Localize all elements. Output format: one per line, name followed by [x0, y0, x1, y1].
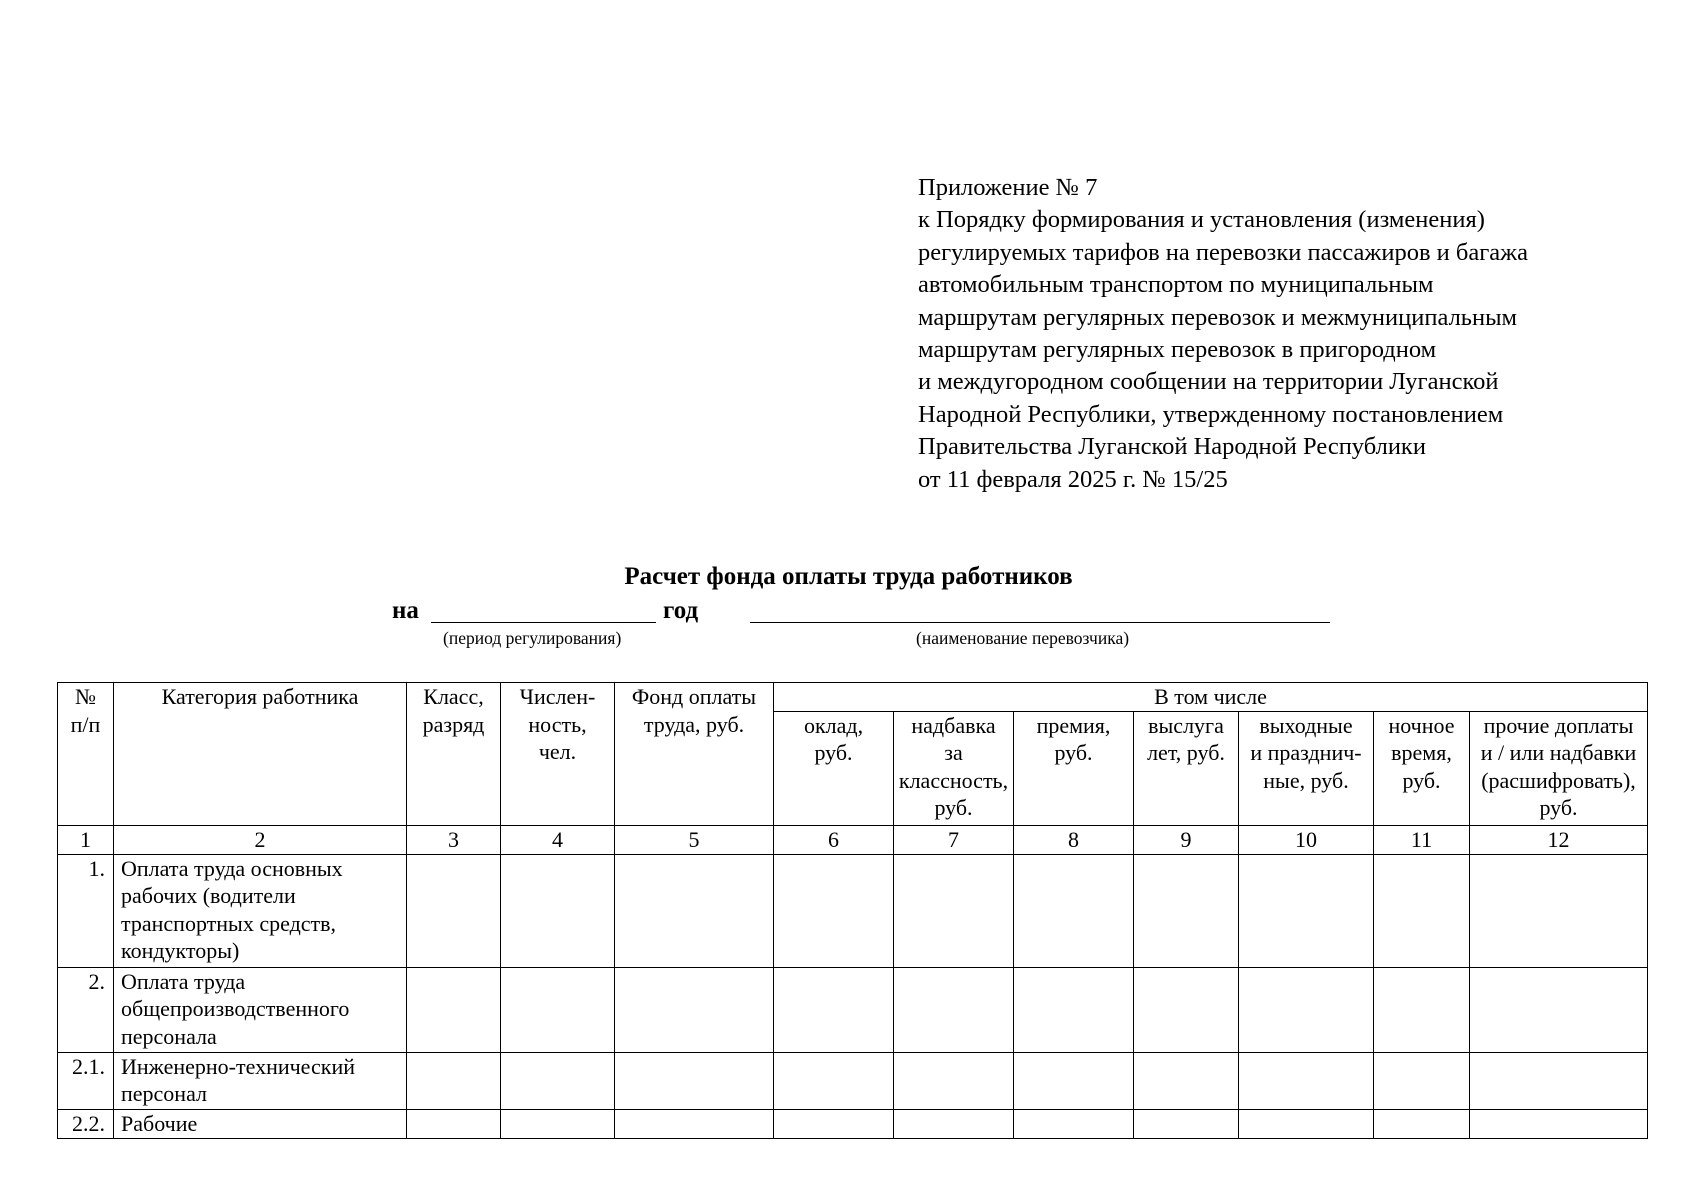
table-cell — [501, 967, 615, 1052]
table-cell — [501, 1109, 615, 1138]
table-cell — [1239, 1052, 1374, 1109]
row-category: Оплата труда основных рабочих (водители транспортных средств, кондукторы) — [114, 854, 407, 967]
table-cell — [1134, 1109, 1239, 1138]
period-blank-line — [431, 622, 656, 623]
table-cell — [1374, 1109, 1470, 1138]
table-cell — [1239, 1109, 1374, 1138]
header-including: В том числе — [774, 683, 1648, 712]
table-cell — [1470, 967, 1648, 1052]
table-cell — [615, 967, 774, 1052]
table-cell — [894, 854, 1014, 967]
carrier-blank-line — [750, 622, 1330, 623]
payroll-table — [57, 682, 1648, 1139]
row-category: Оплата труда общепроизводственного персонала — [114, 967, 407, 1052]
table-cell — [1014, 967, 1134, 1052]
appendix-line: и междугородном сообщении на территории Луганской — [918, 368, 1499, 396]
header-category: Категория работника — [114, 683, 407, 826]
row-number: 2. — [58, 967, 114, 1052]
table-cell — [774, 854, 894, 967]
row-number: 1. — [58, 854, 114, 967]
table-cell — [1374, 1052, 1470, 1109]
table-cell — [774, 1109, 894, 1138]
column-number: 5 — [615, 825, 774, 854]
appendix-line: от 11 февраля 2025 г. № 15/25 — [918, 465, 1228, 493]
table-cell — [615, 1052, 774, 1109]
table-cell — [894, 1052, 1014, 1109]
table-cell — [1470, 1109, 1648, 1138]
table-cell — [1470, 1052, 1648, 1109]
table-cell — [407, 967, 501, 1052]
period-prefix: на — [392, 597, 419, 624]
period-caption: (период регулирования) — [443, 628, 622, 648]
table-cell — [407, 854, 501, 967]
header-other: прочие доплаты и / или надбавки (расшифровать), руб. — [1470, 711, 1648, 825]
carrier-caption: (наименование перевозчика) — [916, 628, 1130, 648]
header-num: № п/п — [58, 683, 114, 826]
header-holidays: выходные и празднич- ные, руб. — [1239, 711, 1374, 825]
table-cell — [894, 1109, 1014, 1138]
table-cell — [615, 1109, 774, 1138]
table-cell — [1134, 967, 1239, 1052]
document-title: Расчет фонда оплаты труда работников — [624, 563, 1073, 590]
column-number: 2 — [114, 825, 407, 854]
table-cell — [1014, 1109, 1134, 1138]
appendix-line: автомобильным транспортом по муниципальным — [918, 271, 1434, 299]
header-row — [58, 683, 1648, 712]
table-row — [58, 967, 1648, 1052]
column-number: 6 — [774, 825, 894, 854]
period-suffix: год — [663, 597, 699, 624]
table-cell — [1239, 967, 1374, 1052]
header-class-bonus: надбавка за классность, руб. — [894, 711, 1014, 825]
table-cell — [1134, 854, 1239, 967]
table-row — [58, 1109, 1648, 1138]
header-class: Класс, разряд — [407, 683, 501, 826]
row-number: 2.1. — [58, 1052, 114, 1109]
column-number: 7 — [894, 825, 1014, 854]
table-cell — [894, 967, 1014, 1052]
appendix-line: Правительства Луганской Народной Республики — [918, 433, 1426, 461]
appendix-line: маршрутам регулярных перевозок и межмуниципальным — [918, 303, 1518, 331]
column-number: 9 — [1134, 825, 1239, 854]
appendix-line: маршрутам регулярных перевозок в пригородном — [918, 336, 1437, 364]
column-number: 3 — [407, 825, 501, 854]
table-cell — [1014, 854, 1134, 967]
appendix-note — [918, 172, 1658, 496]
appendix-line: Народной Республики, утвержденному постановлением — [918, 400, 1504, 428]
table-cell — [1374, 854, 1470, 967]
row-category: Инженерно-технический персонал — [114, 1052, 407, 1109]
table-cell — [1374, 967, 1470, 1052]
table-cell — [615, 854, 774, 967]
appendix-line: регулируемых тарифов на перевозки пассажиров и багажа — [918, 238, 1528, 266]
table-cell — [1470, 854, 1648, 967]
column-number: 8 — [1014, 825, 1134, 854]
header-headcount: Числен- ность, чел. — [501, 683, 615, 826]
table-cell — [774, 967, 894, 1052]
table-cell — [501, 854, 615, 967]
table-cell — [1134, 1052, 1239, 1109]
table-row — [58, 1052, 1648, 1109]
appendix-line: Приложение № 7 — [918, 174, 1098, 201]
title-subline — [0, 595, 1697, 627]
table-cell — [407, 1109, 501, 1138]
header-fund: Фонд оплаты труда, руб. — [615, 683, 774, 826]
table-cell — [407, 1052, 501, 1109]
header-night: ночное время, руб. — [1374, 711, 1470, 825]
column-number-row — [58, 825, 1648, 854]
table-cell — [501, 1052, 615, 1109]
table-cell — [774, 1052, 894, 1109]
column-number: 1 — [58, 825, 114, 854]
appendix-line: к Порядку формирования и установления (изменения) — [918, 206, 1485, 234]
row-category: Рабочие — [114, 1109, 407, 1138]
table-row — [58, 854, 1648, 967]
column-number: 12 — [1470, 825, 1648, 854]
table-cell — [1014, 1052, 1134, 1109]
column-number: 4 — [501, 825, 615, 854]
header-seniority: выслуга лет, руб. — [1134, 711, 1239, 825]
table-cell — [1239, 854, 1374, 967]
column-number: 10 — [1239, 825, 1374, 854]
row-number: 2.2. — [58, 1109, 114, 1138]
header-premium: премия, руб. — [1014, 711, 1134, 825]
header-salary: оклад, руб. — [774, 711, 894, 825]
column-number: 11 — [1374, 825, 1470, 854]
